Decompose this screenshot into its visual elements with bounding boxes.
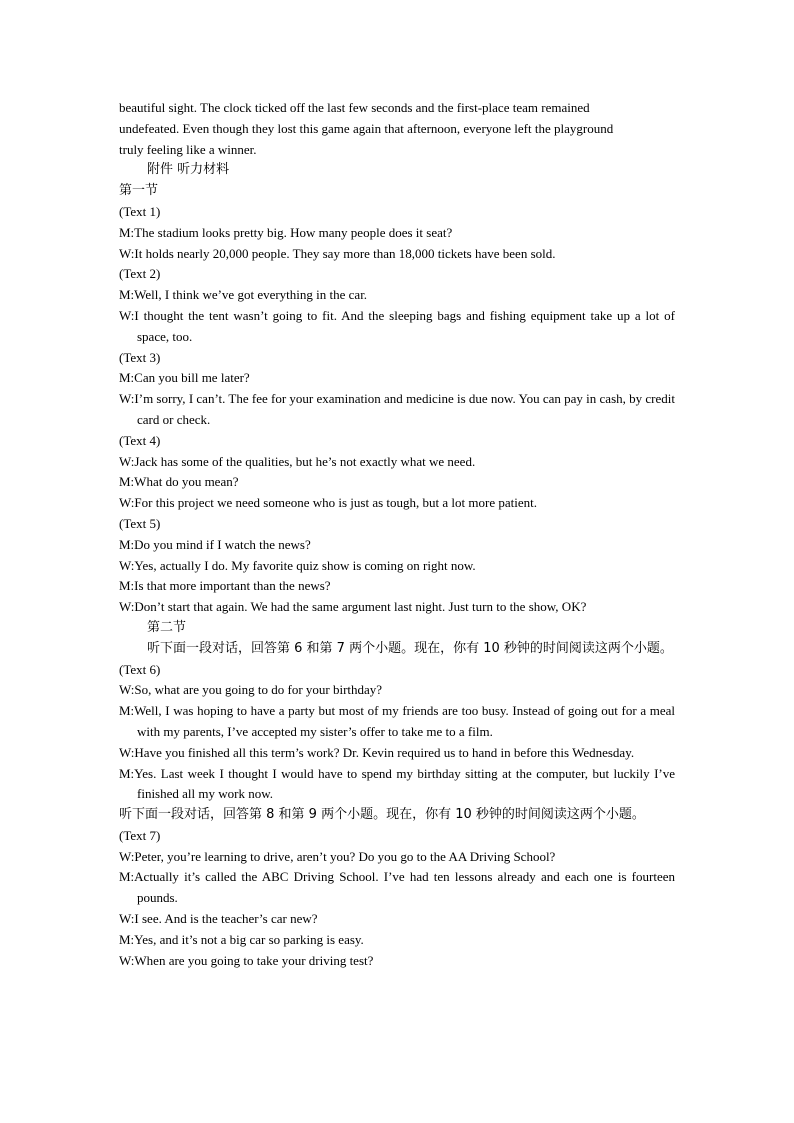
- text5-turn-3: [119, 576, 675, 597]
- speaker: M:: [119, 578, 135, 594]
- story-line-3: truly feeling like a winner.: [119, 141, 257, 157]
- speaker: W:: [119, 245, 135, 261]
- utterance: Is that more important than the news?: [134, 578, 331, 594]
- speaker: M:: [119, 765, 135, 781]
- utterance: The stadium looks pretty big. How many people does it seat?: [134, 224, 453, 240]
- text2-turn-1: [119, 285, 675, 306]
- utterance: Yes. Last week I thought I would have to spend my birthday sitting at the computer, but luckily I’ve finished all my work now.: [134, 765, 675, 802]
- speaker: M:: [119, 536, 135, 552]
- speaker: W:: [119, 744, 135, 760]
- utterance: What do you mean?: [134, 474, 239, 490]
- story-line-2: undefeated. Even though they lost this game again that afternoon, everyone left the playground: [119, 120, 614, 136]
- text7-label: (Text 7): [119, 827, 161, 843]
- text6-turn-2: [119, 701, 675, 743]
- speaker: M:: [119, 869, 135, 885]
- section2-title: 第二节: [147, 619, 187, 635]
- text7-turn-3: [119, 909, 675, 930]
- utterance: I see. And is the teacher’s car new?: [134, 911, 318, 927]
- utterance: Have you finished all this term’s work? Dr. Kevin required us to hand in before this Wednesday.: [134, 744, 635, 760]
- text7-turn-5: [119, 951, 675, 972]
- text6-label: (Text 6): [119, 661, 161, 677]
- utterance: Can you bill me later?: [134, 370, 250, 386]
- speaker: M:: [119, 474, 135, 490]
- text3-turn-2: [119, 389, 675, 431]
- appendix-title: 附件 听力材料: [147, 162, 230, 178]
- utterance: Do you mind if I watch the news?: [134, 536, 311, 552]
- instruction-8-9: 听下面一段对话，回答第 8 和第 9 两个小题。现在，你有 10 秒钟的时间阅读这两个小题。: [119, 807, 645, 823]
- utterance: I thought the tent wasn’t going to fit. And the sleeping bags and fishing equipment take up a lot of space, too.: [134, 307, 675, 344]
- speaker: M:: [119, 224, 135, 240]
- utterance: Don’t start that again. We had the same argument last night. Just turn to the show, OK?: [134, 599, 587, 615]
- utterance: I’m sorry, I can’t. The fee for your examination and medicine is due now. You can pay in cash, by credit card or check.: [134, 391, 675, 427]
- text1-label: (Text 1): [119, 203, 161, 219]
- text6-turn-1: [119, 680, 675, 701]
- speaker: M:: [119, 703, 135, 719]
- speaker: W:: [119, 848, 135, 864]
- speaker: W:: [119, 599, 135, 615]
- speaker: W:: [119, 952, 135, 968]
- text1-turn-1: [119, 223, 675, 244]
- text7-turn-1: [119, 847, 675, 868]
- text3-turn-1: [119, 368, 675, 389]
- text4-turn-1: [119, 452, 675, 473]
- utterance: Yes, and it’s not a big car so parking is easy.: [134, 931, 364, 947]
- speaker: M:: [119, 287, 135, 303]
- utterance: Jack has some of the qualities, but he’s not exactly what we need.: [134, 453, 476, 469]
- speaker: W:: [119, 391, 135, 407]
- speaker: M:: [119, 931, 135, 947]
- utterance: Well, I think we’ve got everything in the car.: [134, 287, 368, 303]
- text6-turn-4: [119, 764, 675, 806]
- instruction-6-7: 听下面一段对话，回答第 6 和第 7 两个小题。现在，你有 10 秒钟的时间阅读这两个小题。: [147, 640, 673, 656]
- utterance: So, what are you going to do for your birthday?: [134, 682, 383, 698]
- text5-label: (Text 5): [119, 515, 161, 531]
- speaker: W:: [119, 911, 135, 927]
- text2-label: (Text 2): [119, 266, 161, 282]
- speaker: W:: [119, 307, 135, 323]
- text4-label: (Text 4): [119, 432, 161, 448]
- document-page: [119, 98, 675, 971]
- text2-turn-2: [119, 306, 675, 348]
- story-line-1: beautiful sight. The clock ticked off the last few seconds and the first-place team remained: [119, 100, 590, 115]
- speaker: W:: [119, 557, 135, 573]
- speaker: W:: [119, 453, 135, 469]
- text5-turn-1: [119, 535, 675, 556]
- text3-label: (Text 3): [119, 349, 161, 365]
- speaker: W:: [119, 682, 135, 698]
- text7-turn-4: [119, 930, 675, 951]
- utterance: Actually it’s called the ABC Driving School. I’ve had ten lessons already and each one is fourteen pounds.: [134, 869, 675, 906]
- text1-turn-2: [119, 244, 675, 265]
- section1-title: 第一节: [119, 183, 159, 199]
- utterance: Peter, you’re learning to drive, aren’t you? Do you go to the AA Driving School?: [134, 848, 556, 864]
- speaker: W:: [119, 495, 135, 511]
- text5-turn-2: [119, 556, 675, 577]
- utterance: For this project we need someone who is just as tough, but a lot more patient.: [134, 495, 537, 511]
- text6-turn-3: [119, 743, 675, 764]
- utterance: Yes, actually I do. My favorite quiz show is coming on right now.: [134, 557, 476, 573]
- utterance: It holds nearly 20,000 people. They say more than 18,000 tickets have been sold.: [134, 245, 556, 261]
- utterance: Well, I was hoping to have a party but most of my friends are too busy. Instead of going out for a meal with my parents, I’ve accepted my sister’s offer to take me to a film.: [134, 703, 675, 739]
- utterance: When are you going to take your driving test?: [134, 952, 374, 968]
- text4-turn-2: [119, 472, 675, 493]
- text4-turn-3: [119, 493, 675, 514]
- text7-turn-2: [119, 867, 675, 909]
- text5-turn-4: [119, 597, 675, 618]
- speaker: M:: [119, 370, 135, 386]
